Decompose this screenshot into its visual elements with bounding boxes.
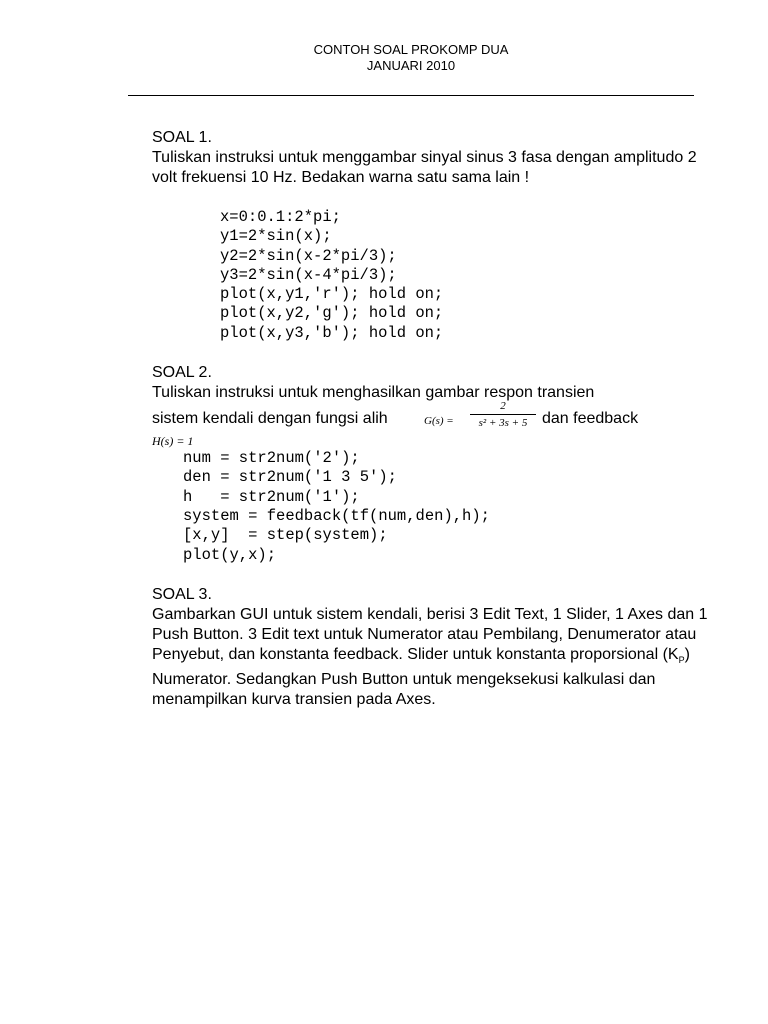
code-line: num = str2num('2'); (183, 449, 360, 468)
code-line: plot(x,y1,'r'); hold on; (220, 285, 444, 304)
soal-3-text-part2: ) Numerator. Sedangkan Push Button untuk mengeksekusi kalkulasi dan menampilkan kurva transien pada Axes. (152, 645, 690, 709)
code-line: y1=2*sin(x); (220, 227, 332, 246)
code-line: h = str2num('1'); (183, 487, 360, 506)
code-line: [x,y] = step(system); (183, 526, 388, 545)
soal-2-text-line2: sistem kendali dengan fungsi alih (152, 410, 388, 428)
kp-subscript: P (678, 655, 685, 666)
code-line: den = str2num('1 3 5'); (183, 468, 397, 487)
soal-1-section (152, 128, 712, 343)
header-date: JANUARI 2010 (366, 58, 456, 73)
code-line: y2=2*sin(x-2*pi/3); (220, 246, 397, 265)
transfer-denominator: s² + 3s + 5 (478, 417, 528, 430)
code-line: system = feedback(tf(num,den),h); (183, 506, 490, 525)
transfer-function-lhs: G(s) = (424, 415, 454, 428)
fraction-bar (470, 414, 536, 415)
transfer-numerator: 2 (500, 400, 506, 413)
soal-1-text: Tuliskan instruksi untuk menggambar sinyal sinus 3 fasa dengan amplitudo 2 volt frekuensi 10 Hz. Bedakan warna satu sama lain ! (152, 149, 697, 186)
soal-2-text-line1: Tuliskan instruksi untuk menghasilkan gambar respon transien (152, 384, 595, 402)
soal-3-title: SOAL 3. (152, 585, 212, 603)
header-rule (128, 95, 694, 96)
soal-3-text-part1: Gambarkan GUI untuk sistem kendali, berisi 3 Edit Text, 1 Slider, 1 Axes dan 1 Push Button. 3 Edit text untuk Numerator atau Pembilang, Denumerator atau Penyebut, dan konstanta feedback. Slider untuk konstanta proporsional (K (152, 605, 708, 663)
code-line: plot(y,x); (183, 545, 277, 564)
code-line: plot(x,y2,'g'); hold on; (220, 304, 444, 323)
header-title: CONTOH SOAL PROKOMP DUA (313, 42, 509, 57)
soal-3-section (152, 585, 712, 710)
soal-3-text (152, 605, 712, 710)
transfer-function-fraction (470, 399, 536, 430)
code-line: plot(x,y3,'b'); hold on; (220, 323, 444, 342)
soal-2-transfer-row (152, 400, 712, 433)
code-line: y3=2*sin(x-4*pi/3); (220, 265, 397, 284)
soal-2-code (152, 449, 712, 565)
soal-1-code (152, 208, 712, 343)
code-line: x=0:0.1:2*pi; (220, 208, 341, 226)
soal-2-title: SOAL 2. (152, 364, 212, 382)
document-body (152, 128, 712, 710)
soal-2-section (152, 363, 712, 565)
soal-1-title: SOAL 1. (152, 129, 212, 146)
feedback-function: H(s) = 1 (152, 434, 194, 449)
soal-2-text-feedback: dan feedback (542, 410, 639, 428)
page-header (0, 42, 768, 74)
